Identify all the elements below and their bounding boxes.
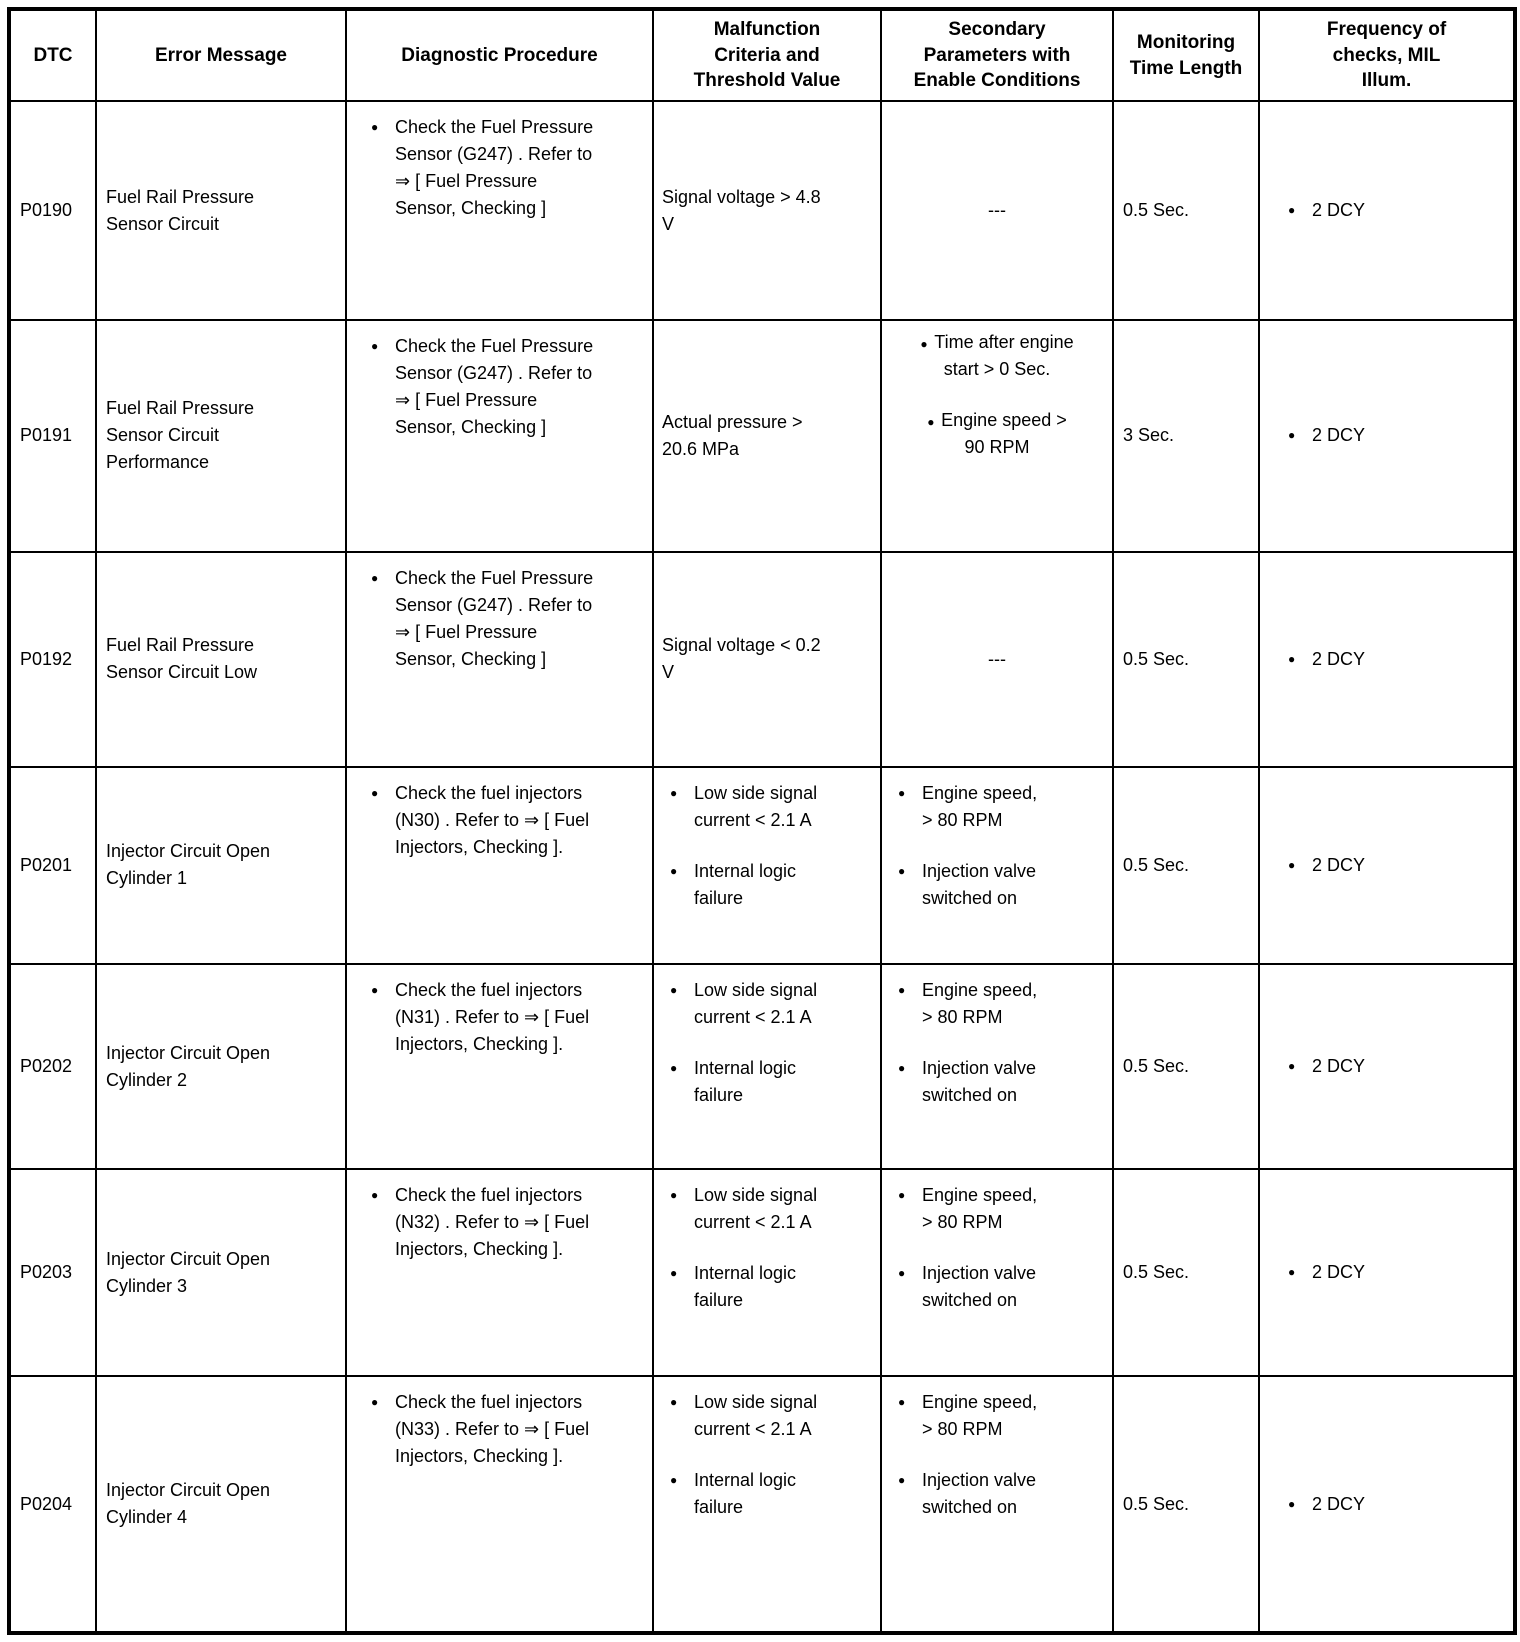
column-header-diagnostic-procedure bbox=[346, 9, 653, 101]
column-header-error-message bbox=[96, 9, 346, 101]
column-header-label: Frequency of checks, MIL Illum. bbox=[1326, 19, 1447, 92]
error-message: Injector Circuit Open Cylinder 3 bbox=[106, 1248, 271, 1296]
secondary-parameter bbox=[890, 1260, 1104, 1314]
frequency-cell bbox=[1259, 101, 1515, 320]
malfunction-criteria-cell bbox=[653, 1169, 881, 1376]
dtc-code: P0204 bbox=[20, 1493, 73, 1514]
diagnostic-procedure-cell bbox=[346, 964, 653, 1169]
diagnostic-step-text: Check the fuel injectors (N32) . Refer to ⇒ [ Fuel Injectors, Checking ]. bbox=[395, 1185, 590, 1260]
dtc-cell bbox=[9, 1169, 96, 1376]
diagnostic-procedure-cell bbox=[346, 101, 653, 320]
diagnostic-procedure-cell bbox=[346, 320, 653, 551]
frequency-cell bbox=[1259, 320, 1515, 551]
dtc-cell bbox=[9, 1376, 96, 1633]
malfunction-criteria-cell bbox=[653, 1376, 881, 1633]
monitoring-time-cell bbox=[1113, 767, 1259, 964]
error-message-cell bbox=[96, 320, 346, 551]
error-message-cell bbox=[96, 1376, 346, 1633]
dtc-code: P0191 bbox=[20, 425, 73, 446]
malfunction-criteria-cell bbox=[653, 101, 881, 320]
frequency-item bbox=[1280, 852, 1505, 879]
secondary-parameter-text: Injection valve switched on bbox=[922, 1470, 1037, 1518]
frequency-item bbox=[1280, 646, 1505, 673]
malfunction-criteria-cell bbox=[653, 552, 881, 767]
malfunction-criterion bbox=[662, 1260, 872, 1314]
frequency-item bbox=[1280, 197, 1505, 224]
malfunction-criterion bbox=[662, 1467, 872, 1521]
secondary-parameter-text: Injection valve switched on bbox=[922, 1263, 1037, 1311]
secondary-parameter bbox=[890, 1467, 1104, 1521]
secondary-parameter-text: Engine speed, > 80 RPM bbox=[922, 980, 1038, 1028]
diagnostic-step-text: Check the Fuel Pressure Sensor (G247) . Refer to ⇒ [ Fuel Pressure Sensor, Checking ] bbox=[395, 117, 594, 218]
column-header-label: Secondary Parameters with Enable Conditions bbox=[913, 19, 1081, 92]
secondary-parameter-text: Injection valve switched on bbox=[922, 1058, 1037, 1106]
column-header-malfunction-criteria bbox=[653, 9, 881, 101]
monitoring-time: 0.5 Sec. bbox=[1123, 1493, 1190, 1514]
monitoring-time-cell bbox=[1113, 1169, 1259, 1376]
table-row bbox=[9, 552, 1515, 767]
malfunction-criteria-cell bbox=[653, 964, 881, 1169]
monitoring-time: 0.5 Sec. bbox=[1123, 854, 1190, 875]
secondary-parameter-text: Engine speed, > 80 RPM bbox=[922, 1392, 1038, 1440]
column-header-secondary-parameters bbox=[881, 9, 1113, 101]
column-header-label: Error Message bbox=[154, 44, 287, 66]
column-header-label: Monitoring Time Length bbox=[1129, 31, 1243, 79]
secondary-parameters-cell bbox=[881, 767, 1113, 964]
monitoring-time: 3 Sec. bbox=[1123, 425, 1175, 446]
secondary-parameter-text: Injection valve switched on bbox=[922, 860, 1037, 908]
frequency-text: 2 DCY bbox=[1312, 648, 1366, 669]
diagnostic-procedure-cell bbox=[346, 552, 653, 767]
error-message-cell bbox=[96, 964, 346, 1169]
table-row bbox=[9, 1376, 1515, 1633]
column-header-label: DTC bbox=[33, 44, 73, 66]
secondary-parameter bbox=[890, 1182, 1104, 1236]
secondary-parameter bbox=[890, 780, 1104, 834]
column-header-monitoring-time bbox=[1113, 9, 1259, 101]
diagnostic-step-text: Check the fuel injectors (N31) . Refer to ⇒ [ Fuel Injectors, Checking ]. bbox=[395, 980, 590, 1055]
diagnostic-procedure-cell bbox=[346, 767, 653, 964]
table-body bbox=[9, 101, 1515, 1633]
malfunction-criterion-text: Low side signal current < 2.1 A bbox=[694, 980, 818, 1028]
table-header bbox=[9, 9, 1515, 101]
diagnostic-step bbox=[363, 1182, 642, 1263]
secondary-parameters-cell bbox=[881, 101, 1113, 320]
frequency-cell bbox=[1259, 552, 1515, 767]
error-message: Fuel Rail Pressure Sensor Circuit bbox=[106, 186, 255, 234]
malfunction-criterion-text: Low side signal current < 2.1 A bbox=[694, 1185, 818, 1233]
malfunction-criterion-text: Internal logic failure bbox=[694, 1263, 797, 1311]
table-row bbox=[9, 767, 1515, 964]
table-row bbox=[9, 1169, 1515, 1376]
secondary-parameters-cell bbox=[881, 964, 1113, 1169]
frequency-text: 2 DCY bbox=[1312, 854, 1366, 875]
column-header-label: Diagnostic Procedure bbox=[401, 44, 598, 66]
dtc-code: P0202 bbox=[20, 1056, 73, 1077]
malfunction-criterion-text: Internal logic failure bbox=[694, 1470, 797, 1518]
dtc-code: P0192 bbox=[20, 648, 73, 669]
diagnostic-step-text: Check the fuel injectors (N30) . Refer to ⇒ [ Fuel Injectors, Checking ]. bbox=[395, 782, 590, 857]
malfunction-criterion bbox=[662, 1055, 872, 1109]
dtc-cell bbox=[9, 320, 96, 551]
secondary-parameters-cell bbox=[881, 1376, 1113, 1633]
frequency-cell bbox=[1259, 1169, 1515, 1376]
diagnostic-procedure-cell bbox=[346, 1376, 653, 1633]
diagnostic-step bbox=[363, 565, 642, 673]
frequency-cell bbox=[1259, 767, 1515, 964]
malfunction-criterion: Signal voltage > 4.8 V bbox=[662, 186, 821, 234]
dtc-cell bbox=[9, 767, 96, 964]
dtc-cell bbox=[9, 552, 96, 767]
column-header-frequency bbox=[1259, 9, 1515, 101]
column-header-dtc bbox=[9, 9, 96, 101]
monitoring-time-cell bbox=[1113, 101, 1259, 320]
frequency-text: 2 DCY bbox=[1312, 425, 1366, 446]
diagnostic-procedure-cell bbox=[346, 1169, 653, 1376]
malfunction-criteria-cell bbox=[653, 320, 881, 551]
malfunction-criterion-text: Low side signal current < 2.1 A bbox=[694, 1392, 818, 1440]
error-message-cell bbox=[96, 1169, 346, 1376]
malfunction-criteria-cell bbox=[653, 767, 881, 964]
frequency-item bbox=[1280, 422, 1505, 449]
malfunction-criterion: Signal voltage < 0.2 V bbox=[662, 635, 821, 683]
secondary-parameter bbox=[890, 977, 1104, 1031]
frequency-cell bbox=[1259, 964, 1515, 1169]
header-row bbox=[9, 9, 1515, 101]
monitoring-time-cell bbox=[1113, 320, 1259, 551]
frequency-text: 2 DCY bbox=[1312, 200, 1366, 221]
dtc-cell bbox=[9, 964, 96, 1169]
dtc-code: P0203 bbox=[20, 1262, 73, 1283]
error-message: Fuel Rail Pressure Sensor Circuit Low bbox=[106, 635, 258, 683]
monitoring-time: 0.5 Sec. bbox=[1123, 648, 1190, 669]
error-message: Fuel Rail Pressure Sensor Circuit Performance bbox=[106, 398, 255, 473]
secondary-parameter: --- bbox=[988, 648, 1006, 669]
error-message-cell bbox=[96, 101, 346, 320]
error-message-cell bbox=[96, 552, 346, 767]
error-message-cell bbox=[96, 767, 346, 964]
malfunction-criterion bbox=[662, 780, 872, 834]
frequency-text: 2 DCY bbox=[1312, 1493, 1366, 1514]
table-row bbox=[9, 101, 1515, 320]
dtc-cell bbox=[9, 101, 96, 320]
diagnostic-step bbox=[363, 780, 642, 861]
malfunction-criterion: Actual pressure > 20.6 MPa bbox=[662, 411, 803, 459]
column-header-label: Malfunction Criteria and Threshold Value bbox=[693, 19, 841, 92]
monitoring-time: 0.5 Sec. bbox=[1123, 1262, 1190, 1283]
secondary-parameters-cell bbox=[881, 320, 1113, 551]
secondary-parameter: ● Time after engine start > 0 Sec. bbox=[920, 329, 1075, 383]
secondary-parameter-text: Engine speed, > 80 RPM bbox=[922, 1185, 1038, 1233]
dtc-code: P0201 bbox=[20, 854, 73, 875]
secondary-parameter bbox=[890, 1055, 1104, 1109]
frequency-text: 2 DCY bbox=[1312, 1262, 1366, 1283]
malfunction-criterion bbox=[662, 858, 872, 912]
monitoring-time-cell bbox=[1113, 964, 1259, 1169]
diagnostic-step bbox=[363, 333, 642, 441]
frequency-cell bbox=[1259, 1376, 1515, 1633]
malfunction-criterion bbox=[662, 1389, 872, 1443]
malfunction-criterion-text: Internal logic failure bbox=[694, 1058, 797, 1106]
frequency-text: 2 DCY bbox=[1312, 1056, 1366, 1077]
diagnostic-step-text: Check the Fuel Pressure Sensor (G247) . Refer to ⇒ [ Fuel Pressure Sensor, Checking ] bbox=[395, 567, 594, 669]
error-message: Injector Circuit Open Cylinder 1 bbox=[106, 841, 271, 889]
monitoring-time: 0.5 Sec. bbox=[1123, 200, 1190, 221]
secondary-parameters-cell bbox=[881, 1169, 1113, 1376]
dtc-table bbox=[7, 7, 1517, 1635]
frequency-item bbox=[1280, 1259, 1505, 1286]
diagnostic-step bbox=[363, 1389, 642, 1470]
secondary-parameter: ● Engine speed > 90 RPM bbox=[920, 407, 1075, 461]
error-message: Injector Circuit Open Cylinder 4 bbox=[106, 1480, 271, 1528]
secondary-parameter bbox=[890, 1389, 1104, 1443]
secondary-parameter-text: Engine speed, > 80 RPM bbox=[922, 782, 1038, 830]
table-row bbox=[9, 320, 1515, 551]
diagnostic-step bbox=[363, 977, 642, 1058]
malfunction-criterion-text: Internal logic failure bbox=[694, 860, 797, 908]
dtc-code: P0190 bbox=[20, 200, 73, 221]
error-message: Injector Circuit Open Cylinder 2 bbox=[106, 1042, 271, 1090]
monitoring-time-cell bbox=[1113, 1376, 1259, 1633]
malfunction-criterion-text: Low side signal current < 2.1 A bbox=[694, 782, 818, 830]
table-row bbox=[9, 964, 1515, 1169]
monitoring-time: 0.5 Sec. bbox=[1123, 1056, 1190, 1077]
malfunction-criterion bbox=[662, 977, 872, 1031]
monitoring-time-cell bbox=[1113, 552, 1259, 767]
secondary-parameter bbox=[890, 858, 1104, 912]
diagnostic-step-text: Check the Fuel Pressure Sensor (G247) . Refer to ⇒ [ Fuel Pressure Sensor, Checking ] bbox=[395, 336, 594, 438]
diagnostic-step bbox=[363, 114, 642, 222]
frequency-item bbox=[1280, 1491, 1505, 1518]
malfunction-criterion bbox=[662, 1182, 872, 1236]
diagnostic-step-text: Check the fuel injectors (N33) . Refer to ⇒ [ Fuel Injectors, Checking ]. bbox=[395, 1392, 590, 1467]
secondary-parameter: --- bbox=[988, 200, 1006, 221]
secondary-parameters-cell bbox=[881, 552, 1113, 767]
frequency-item bbox=[1280, 1053, 1505, 1080]
